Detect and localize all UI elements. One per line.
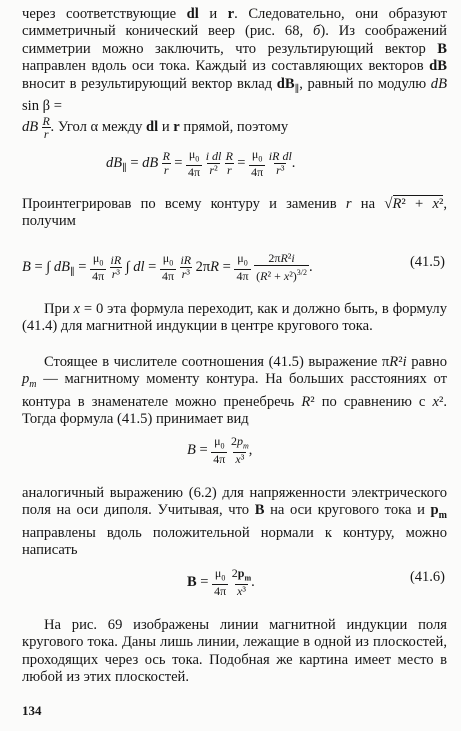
equation-4-body: $B = \mu_0$ 4π $2p_m$ x³. bbox=[187, 566, 255, 599]
paragraph-3 bbox=[22, 301, 447, 336]
paragraph-2-text: Проинтегрировав по всему контуру и заменив r на √R² + x², получим bbox=[22, 196, 447, 230]
paragraph-6 bbox=[22, 617, 447, 687]
paragraph-4 bbox=[22, 354, 447, 429]
paragraph-5-text: аналогичный выражению (6.2) для напряженности электрического поля на оси диполя. Учитывая, что B на оси кругового тока и $p_m$ направлены вдоль положительной нормали к контуру, можно написать bbox=[22, 485, 447, 559]
paragraph-1-text: через соответствующие dl и r. Следовательно, они образуют симметричный конический веер (рис. 68, б). Из соображений симметрии можно заключить, что результирующий вектор B направлен вдоль оси тока. Каждый из составляющих векторов dB вносит в результирующий вектор вклад $dB_\parallel$, равный по модулю dB sin β = dB $\frac{R}{r}$. Угол α между dl и r прямой, поэтому bbox=[22, 6, 447, 142]
equation-2 bbox=[0, 244, 461, 284]
paragraph-2 bbox=[22, 196, 447, 231]
equation-3-body: $B = \mu_0$ 4π $2p_m$ x³, bbox=[187, 434, 253, 467]
equation-4 bbox=[0, 563, 461, 599]
paragraph-4-text: Стоящее в числителе соотношения (41.5) выражение πR²i равно $p_m$ — магнитному моменту контура. На больших расстояниях от контура в знаменателе можно пренебречь R² по сравнению с x². Тогда формула (41.5) принимает вид bbox=[22, 354, 447, 428]
page-number: 134 bbox=[22, 703, 42, 718]
equation-4-number: (41.6) bbox=[409, 569, 445, 585]
paragraph-6-text: На рис. 69 изображены линии магнитной индукции поля кругового тока. Даны лишь линии, лежащие в одной из плоскостей, проходящих через ось тока. Подобная же картина имеет место в любой из этих плоскостей. bbox=[22, 617, 447, 686]
equation-2-number: (41.5) bbox=[409, 254, 445, 270]
equation-2-body: B = ∫ $dB_\parallel = \mu_0$ $4\pi \frac{iR}{\text{r³}}$ ∫ dl = $\mu_0$ $4\pi \frac{iR}{\text{r³}} 2\pi R = \mu_0$ 4π 2πR²i $(R^2 + x^2)^{3/2}$ . bbox=[22, 251, 313, 284]
equation-3 bbox=[0, 431, 461, 467]
paragraph-5 bbox=[22, 485, 447, 560]
equation-1 bbox=[0, 142, 461, 178]
paragraph-3-text: При x = 0 эта формула переходит, как и должно быть, в формулу (41.4) для магнитной индукции в центре кругового тока. bbox=[22, 301, 448, 335]
paragraph-1 bbox=[22, 6, 447, 140]
equation-1-body: $dB_\parallel$ = dB $\frac{R}{r} = \mu_0$ $4\pi \frac{\text{i dl}}{\text{r²}} \frac{R}{r} = \mu_0$ $4\pi \frac{\text{iR dl}}{\text{r³}}$. bbox=[106, 147, 296, 180]
